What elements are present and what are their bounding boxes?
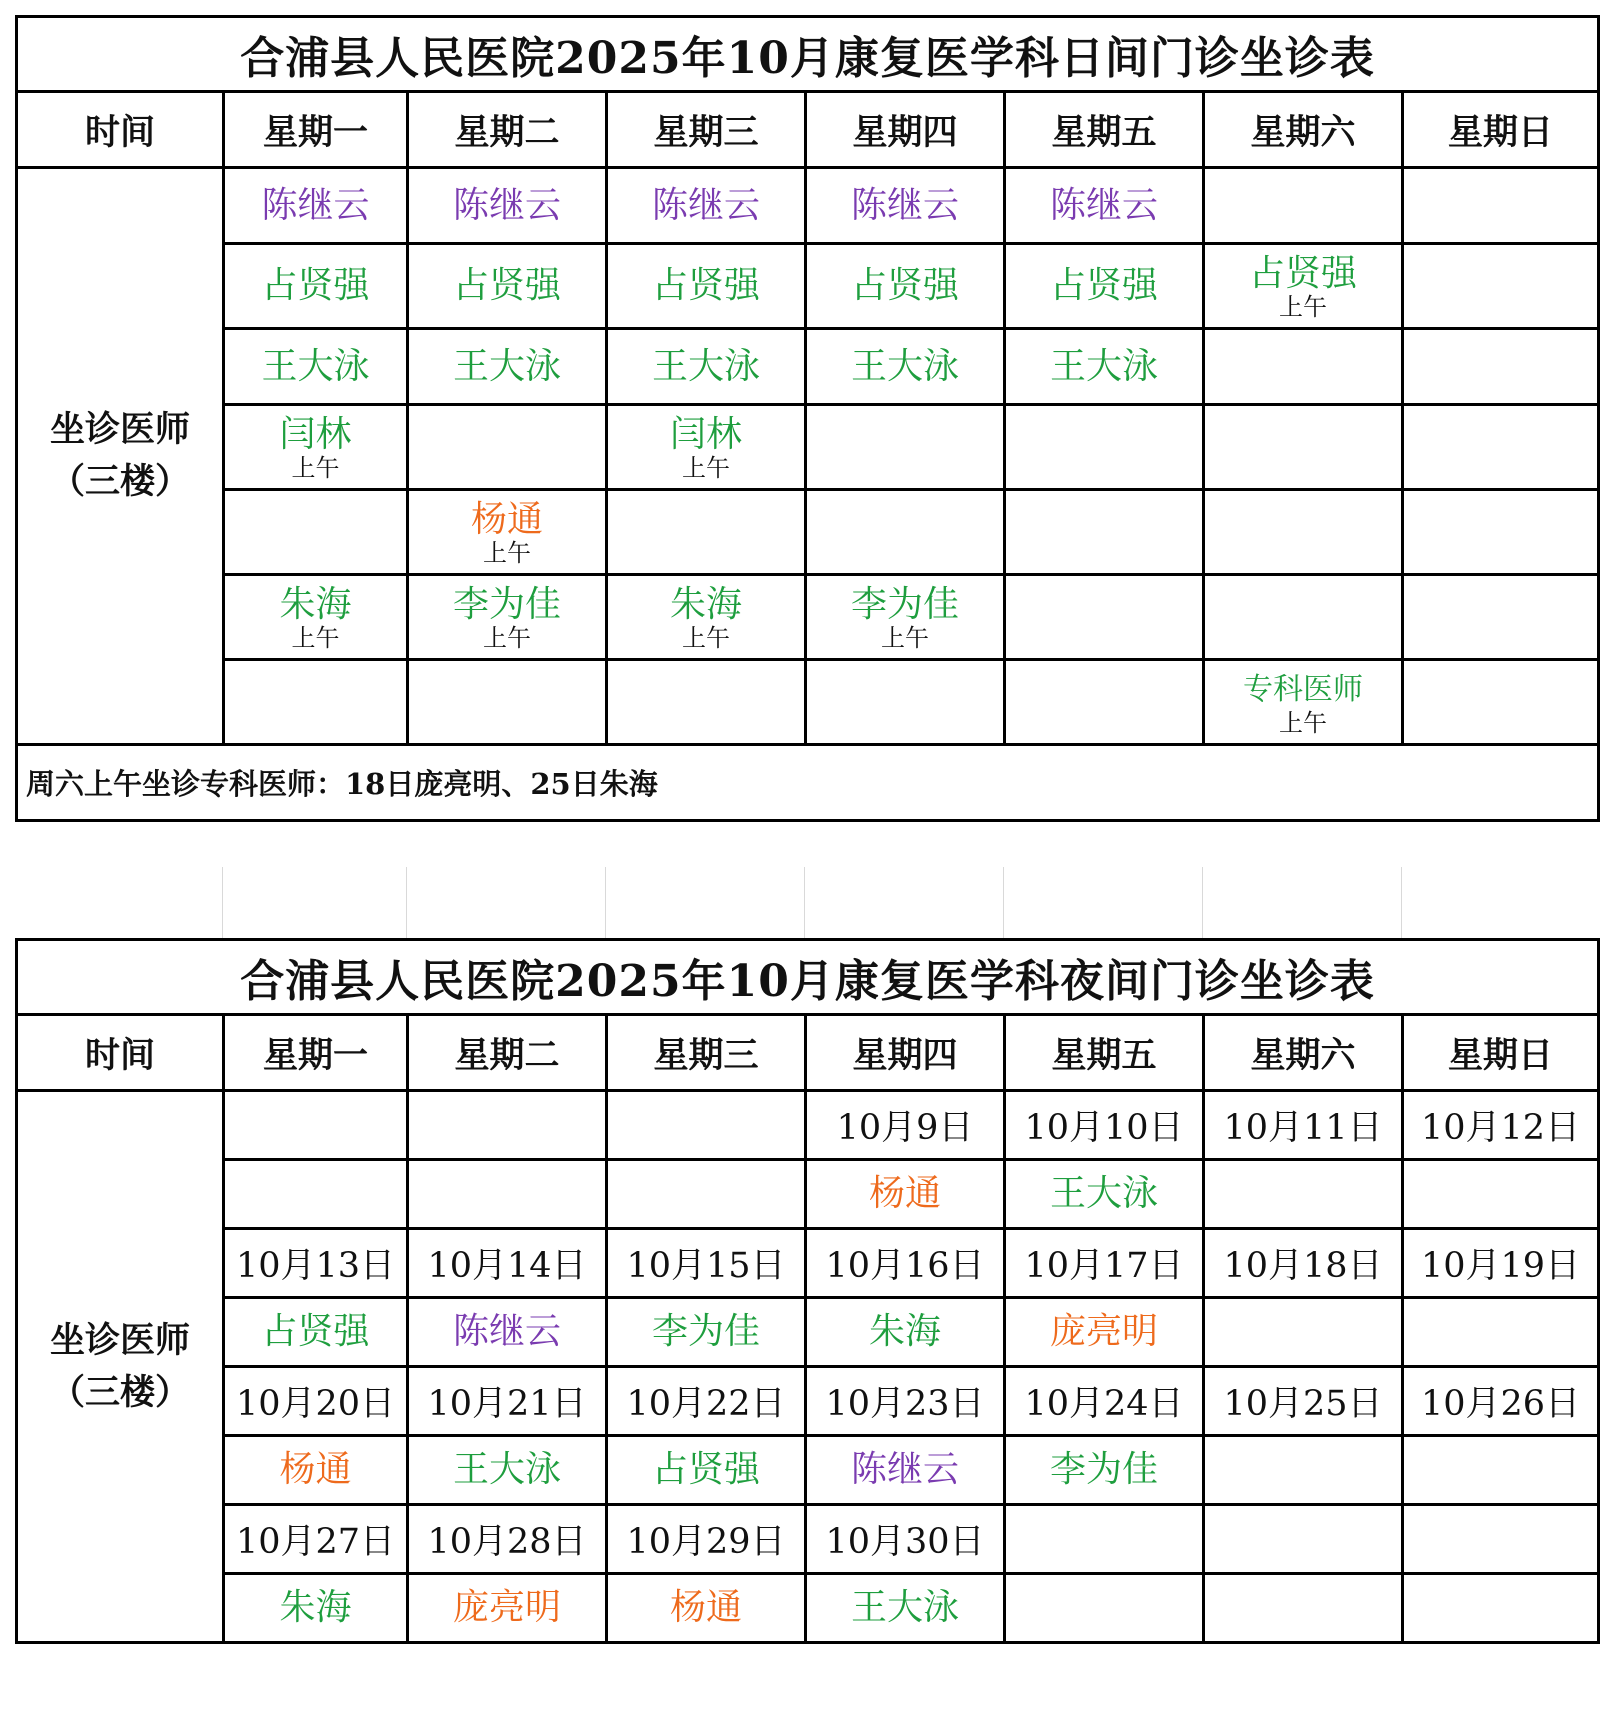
doctor-cell [408, 490, 607, 575]
doctor-name: 占贤强 [261, 265, 370, 306]
session-label: 上午 [682, 454, 730, 482]
doctor-cell [1005, 168, 1204, 244]
schedule-row [17, 575, 1599, 660]
doctor-name: 陈继云 [452, 1311, 561, 1352]
doctor-row [17, 1160, 1599, 1229]
doctor-cell [607, 1298, 806, 1367]
date-cell: 10月30日 [806, 1505, 1005, 1574]
date-cell: 10月18日 [1204, 1229, 1403, 1298]
empty-cell [1204, 1298, 1403, 1367]
doctor-name: 王大泳 [1049, 1173, 1158, 1214]
empty-cell [1403, 1160, 1599, 1229]
schedule-row [17, 490, 1599, 575]
empty-cell [224, 1160, 408, 1229]
doctor-name: 杨通 [669, 1587, 742, 1628]
schedule-row [17, 168, 1599, 244]
empty-cell [408, 1160, 607, 1229]
doctor-name: 李为佳 [850, 584, 959, 625]
date-cell: 10月24日 [1005, 1367, 1204, 1436]
empty-cell [1005, 1505, 1204, 1574]
doctor-cell [408, 1436, 607, 1505]
section-label [17, 1091, 224, 1643]
date-cell: 10月17日 [1005, 1229, 1204, 1298]
empty-cell [408, 660, 607, 745]
doctor-cell [607, 1436, 806, 1505]
session-label: 上午 [291, 454, 340, 482]
weekday-header: 星期四 [806, 92, 1005, 168]
empty-cell [1204, 168, 1403, 244]
empty-cell [1403, 168, 1599, 244]
empty-cell [806, 660, 1005, 745]
empty-cell [1403, 660, 1599, 745]
doctor-name: 杨通 [279, 1449, 352, 1490]
empty-cell [1204, 1436, 1403, 1505]
date-cell: 10月28日 [408, 1505, 607, 1574]
empty-cell [1204, 405, 1403, 490]
section-label-line1: 坐诊医师 [49, 1319, 190, 1361]
weekday-header: 星期一 [224, 92, 408, 168]
empty-cell [1403, 1505, 1599, 1574]
weekday-header: 星期五 [1005, 92, 1204, 168]
doctor-row [17, 1574, 1599, 1643]
doctor-name: 王大泳 [261, 345, 370, 387]
doctor-cell [806, 168, 1005, 244]
doctor-name: 陈继云 [651, 184, 760, 226]
empty-cell [1204, 1574, 1403, 1643]
saturday-note: 周六上午坐诊专科医师：18日庞亮明、25日朱海 [17, 745, 1599, 821]
doctor-cell [224, 1436, 408, 1505]
doctor-cell [607, 244, 806, 329]
doctor-name: 陈继云 [850, 184, 959, 226]
date-cell: 10月27日 [224, 1505, 408, 1574]
schedule-row [17, 660, 1599, 745]
date-cell: 10月15日 [607, 1229, 806, 1298]
empty-cell [607, 490, 806, 575]
empty-cell [1005, 405, 1204, 490]
date-row [17, 1367, 1599, 1436]
doctor-name: 占贤强 [651, 1449, 760, 1490]
doctor-name: 占贤强 [1049, 265, 1158, 306]
doctor-cell [224, 575, 408, 660]
weekday-header: 星期四 [806, 1015, 1005, 1091]
empty-cell [1403, 575, 1599, 660]
weekday-header: 星期日 [1403, 92, 1599, 168]
empty-cell [607, 1091, 806, 1160]
doctor-cell [806, 329, 1005, 405]
session-label: 上午 [1279, 293, 1327, 321]
doctor-name: 李为佳 [452, 584, 561, 625]
doctor-name: 李为佳 [651, 1311, 760, 1352]
empty-cell [1204, 1160, 1403, 1229]
doctor-cell [408, 244, 607, 329]
doctor-cell [1005, 1436, 1204, 1505]
date-cell: 10月13日 [224, 1229, 408, 1298]
weekday-header: 星期三 [607, 1015, 806, 1091]
day-table-title: 合浦县人民医院2025年10月康复医学科日间门诊坐诊表 [17, 17, 1599, 92]
doctor-name: 陈继云 [261, 184, 370, 226]
doctor-name: 王大泳 [452, 1449, 561, 1490]
empty-cell [1005, 575, 1204, 660]
empty-cell [1403, 1298, 1599, 1367]
date-row [17, 1091, 1599, 1160]
doctor-cell [806, 1436, 1005, 1505]
doctor-name: 李为佳 [1049, 1449, 1158, 1490]
section-label [17, 168, 224, 745]
doctor-name: 王大泳 [651, 345, 760, 387]
night-schedule-table [15, 938, 1600, 1644]
doctor-cell [1204, 244, 1403, 329]
doctor-cell [607, 575, 806, 660]
doctor-name: 陈继云 [850, 1449, 959, 1490]
time-header: 时间 [17, 1015, 224, 1091]
empty-cell [1204, 329, 1403, 405]
date-cell: 10月23日 [806, 1367, 1005, 1436]
doctor-cell [224, 244, 408, 329]
section-label-line1: 坐诊医师 [49, 409, 190, 450]
empty-cell [1403, 329, 1599, 405]
doctor-cell [607, 329, 806, 405]
doctor-cell [408, 329, 607, 405]
date-cell: 10月9日 [806, 1091, 1005, 1160]
empty-cell [806, 405, 1005, 490]
date-cell: 10月26日 [1403, 1367, 1599, 1436]
doctor-cell [224, 329, 408, 405]
doctor-cell [806, 1574, 1005, 1643]
date-cell: 10月16日 [806, 1229, 1005, 1298]
empty-cell [1403, 244, 1599, 329]
date-cell: 10月12日 [1403, 1091, 1599, 1160]
schedule-row [17, 244, 1599, 329]
empty-cell [607, 1160, 806, 1229]
doctor-cell [408, 168, 607, 244]
doctor-cell [1005, 244, 1204, 329]
weekday-header: 星期六 [1204, 92, 1403, 168]
doctor-name: 陈继云 [452, 184, 561, 226]
date-row [17, 1505, 1599, 1574]
doctor-name: 专科医师 [1243, 672, 1363, 707]
time-header: 时间 [17, 92, 224, 168]
doctor-cell [607, 1574, 806, 1643]
date-cell: 10月11日 [1204, 1091, 1403, 1160]
doctor-cell [806, 244, 1005, 329]
empty-cell [1204, 1505, 1403, 1574]
doctor-name: 朱海 [868, 1311, 941, 1352]
night-table-title: 合浦县人民医院2025年10月康复医学科夜间门诊坐诊表 [17, 940, 1599, 1015]
date-cell: 10月10日 [1005, 1091, 1204, 1160]
empty-cell [607, 660, 806, 745]
session-label: 上午 [483, 539, 531, 567]
doctor-name: 王大泳 [850, 1587, 959, 1628]
session-label: 上午 [1279, 709, 1327, 737]
doctor-cell [806, 575, 1005, 660]
doctor-cell [224, 1574, 408, 1643]
doctor-name: 闫林 [279, 414, 352, 455]
date-cell: 10月22日 [607, 1367, 806, 1436]
doctor-row [17, 1436, 1599, 1505]
empty-cell [1204, 490, 1403, 575]
doctor-name: 占贤强 [651, 265, 760, 306]
empty-cell [1403, 1436, 1599, 1505]
doctor-cell [1005, 329, 1204, 405]
doctor-name: 陈继云 [1049, 184, 1158, 226]
schedule-row [17, 405, 1599, 490]
doctor-cell [224, 405, 408, 490]
empty-cell [224, 660, 408, 745]
weekday-header: 星期一 [224, 1015, 408, 1091]
empty-cell [1005, 1574, 1204, 1643]
spreadsheet-gap [15, 867, 1597, 938]
date-cell: 10月14日 [408, 1229, 607, 1298]
weekday-header: 星期日 [1403, 1015, 1599, 1091]
doctor-name: 朱海 [279, 584, 352, 625]
date-cell: 10月19日 [1403, 1229, 1599, 1298]
doctor-cell [806, 1160, 1005, 1229]
empty-cell [224, 490, 408, 575]
doctor-row [17, 1298, 1599, 1367]
doctor-cell [224, 1298, 408, 1367]
doctor-name: 王大泳 [850, 345, 959, 387]
empty-cell [1005, 490, 1204, 575]
empty-cell [806, 490, 1005, 575]
weekday-header: 星期六 [1204, 1015, 1403, 1091]
doctor-name: 朱海 [669, 584, 742, 625]
doctor-cell [1005, 1298, 1204, 1367]
doctor-name: 占贤强 [850, 265, 959, 306]
section-label-line2: （三楼） [49, 1371, 190, 1413]
doctor-name: 杨通 [868, 1173, 941, 1214]
empty-cell [1204, 575, 1403, 660]
empty-cell [1403, 405, 1599, 490]
empty-cell [1005, 660, 1204, 745]
doctor-cell [806, 1298, 1005, 1367]
empty-cell [1403, 490, 1599, 575]
doctor-cell [224, 168, 408, 244]
doctor-cell [1005, 1160, 1204, 1229]
doctor-cell [1204, 660, 1403, 745]
doctor-name: 庞亮明 [452, 1587, 561, 1628]
doctor-cell [408, 1574, 607, 1643]
doctor-cell [408, 575, 607, 660]
doctor-name: 王大泳 [452, 345, 561, 387]
date-cell: 10月20日 [224, 1367, 408, 1436]
empty-cell [224, 1091, 408, 1160]
session-label: 上午 [483, 624, 531, 652]
doctor-name: 王大泳 [1049, 345, 1158, 387]
doctor-name: 占贤强 [1248, 253, 1357, 294]
section-label-line2: （三楼） [49, 461, 190, 502]
date-cell: 10月21日 [408, 1367, 607, 1436]
day-schedule-table [15, 15, 1600, 822]
date-row [17, 1229, 1599, 1298]
doctor-cell [607, 168, 806, 244]
doctor-name: 朱海 [279, 1587, 352, 1628]
doctor-name: 占贤强 [452, 265, 561, 306]
doctor-cell [607, 405, 806, 490]
weekday-header: 星期五 [1005, 1015, 1204, 1091]
doctor-name: 杨通 [470, 499, 543, 540]
weekday-header: 星期二 [408, 1015, 607, 1091]
empty-cell [408, 405, 607, 490]
doctor-name: 庞亮明 [1049, 1311, 1158, 1352]
weekday-header: 星期二 [408, 92, 607, 168]
date-cell: 10月25日 [1204, 1367, 1403, 1436]
empty-cell [408, 1091, 607, 1160]
empty-cell [1403, 1574, 1599, 1643]
schedule-row [17, 329, 1599, 405]
doctor-cell [408, 1298, 607, 1367]
session-label: 上午 [682, 624, 730, 652]
doctor-name: 占贤强 [261, 1311, 370, 1352]
weekday-header: 星期三 [607, 92, 806, 168]
doctor-name: 闫林 [669, 414, 742, 455]
date-cell: 10月29日 [607, 1505, 806, 1574]
session-label: 上午 [881, 624, 929, 652]
session-label: 上午 [291, 624, 340, 652]
